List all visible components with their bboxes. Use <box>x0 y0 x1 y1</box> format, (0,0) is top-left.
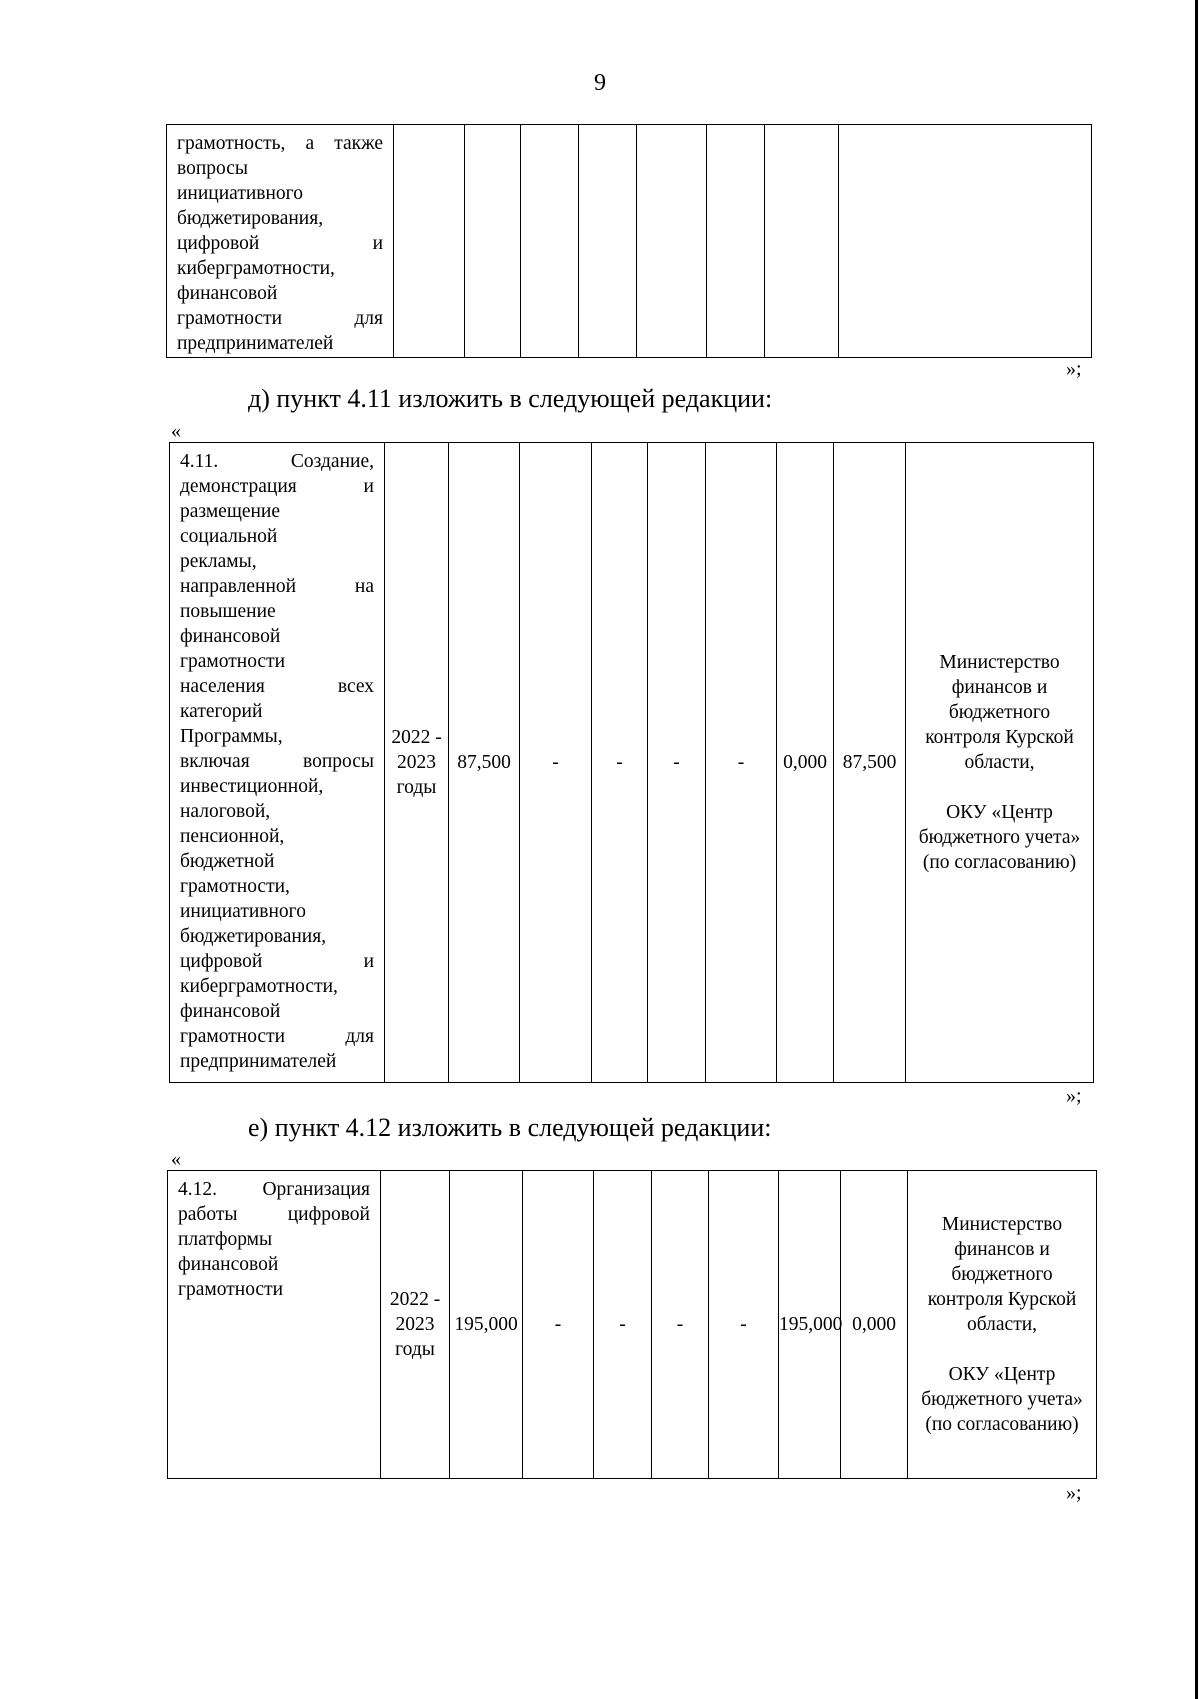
name-line: киберграмотности, <box>180 976 338 997</box>
total-cell: 87,500 <box>449 443 520 1083</box>
section-d-intro: д) пункт 4.11 изложить в следующей редакции: <box>248 384 773 413</box>
page-edge <box>1195 0 1198 1699</box>
continuation-table <box>166 124 1092 358</box>
name-line: грамотность, а также <box>177 133 383 154</box>
executor-text: Министерство финансов и бюджетного контроля Курской области, <box>925 652 1074 773</box>
name-line: финансовой <box>180 1001 281 1022</box>
name-line: рекламы, <box>180 551 257 572</box>
name-line: размещение <box>180 501 281 522</box>
name-line: категорий <box>180 701 263 722</box>
name-line: цифровой и <box>177 233 383 254</box>
name-line: грамотности <box>178 1279 284 1300</box>
empty-cell <box>394 125 465 358</box>
measure-name-cell <box>170 443 385 1083</box>
opening-quote: « <box>171 420 181 442</box>
name-line: инициативного <box>180 901 306 922</box>
period-cell: 2022 - 2023 годы <box>381 1171 450 1479</box>
name-line: финансовой <box>180 626 281 647</box>
value-cell: - <box>648 443 706 1083</box>
value-cell: 87,500 <box>834 443 906 1083</box>
name-line: бюджетирования, <box>180 926 327 947</box>
value-cell: 0,000 <box>841 1171 908 1479</box>
name-line: инициативного <box>177 183 303 204</box>
name-line: бюджетирования, <box>177 208 324 229</box>
name-line: Программы, <box>180 726 283 747</box>
name-line: налоговой, <box>180 801 271 822</box>
value-cell: - <box>706 443 777 1083</box>
name-line: финансовой <box>178 1254 279 1275</box>
name-line: вопросы <box>177 158 249 179</box>
value-cell: - <box>652 1171 709 1479</box>
measure-name-cell <box>167 125 394 358</box>
name-line: платформы <box>178 1229 273 1250</box>
name-line: 4.11. Создание, <box>180 451 374 472</box>
executor-cell <box>906 443 1094 1083</box>
empty-cell <box>521 125 579 358</box>
name-line: направленной на <box>180 576 374 597</box>
executor-text-2: ОКУ «Центр бюджетного учета» (по согласованию) <box>921 1364 1083 1435</box>
empty-cell <box>637 125 707 358</box>
measure-name-cell <box>168 1171 381 1479</box>
name-line: 4.12. Организация <box>178 1179 370 1200</box>
name-line: грамотности для <box>177 308 383 329</box>
name-line: предпринимателей <box>180 1051 337 1072</box>
item-4-12-table <box>167 1170 1097 1479</box>
name-line: финансовой <box>177 283 278 304</box>
name-line: включая вопросы <box>180 751 374 772</box>
empty-cell <box>465 125 521 358</box>
name-line: инвестиционной, <box>180 776 324 797</box>
value-cell: - <box>594 1171 652 1479</box>
opening-quote: « <box>171 1148 181 1170</box>
name-line: пенсионной, <box>180 826 285 847</box>
empty-cell <box>579 125 637 358</box>
name-line: грамотности, <box>180 876 290 897</box>
executor-text: Министерство финансов и бюджетного контроля Курской области, <box>927 1214 1077 1335</box>
value-cell: - <box>592 443 648 1083</box>
closing-quote: »; <box>1066 358 1082 380</box>
empty-cell <box>765 125 839 358</box>
name-line: грамотности <box>180 651 286 672</box>
value-cell: 195,000 <box>779 1171 841 1479</box>
empty-cell <box>839 125 1092 358</box>
closing-quote: »; <box>1066 1482 1082 1504</box>
value-cell: - <box>520 443 592 1083</box>
executor-text-2: ОКУ «Центр бюджетного учета» (по согласованию) <box>918 802 1081 873</box>
name-line: киберграмотности, <box>177 258 335 279</box>
empty-cell <box>707 125 765 358</box>
name-line: повышение <box>180 601 276 622</box>
name-line: работы цифровой <box>178 1204 370 1225</box>
name-line: демонстрация и <box>180 476 374 497</box>
closing-quote: »; <box>1066 1085 1082 1107</box>
name-line: предпринимателей <box>177 333 334 354</box>
name-line: социальной <box>180 526 278 547</box>
executor-cell <box>908 1171 1097 1479</box>
item-4-11-table <box>169 442 1094 1083</box>
value-cell: 0,000 <box>777 443 834 1083</box>
total-cell: 195,000 <box>450 1171 523 1479</box>
name-line: грамотности для <box>180 1026 374 1047</box>
page-number: 9 <box>594 70 606 96</box>
section-e-intro: е) пункт 4.12 изложить в следующей редакции: <box>248 1113 772 1142</box>
value-cell: - <box>709 1171 779 1479</box>
name-line: населения всех <box>180 676 374 697</box>
name-line: цифровой и <box>180 951 374 972</box>
value-cell: - <box>523 1171 594 1479</box>
period-cell: 2022 - 2023 годы <box>385 443 449 1083</box>
name-line: бюджетной <box>180 851 275 872</box>
